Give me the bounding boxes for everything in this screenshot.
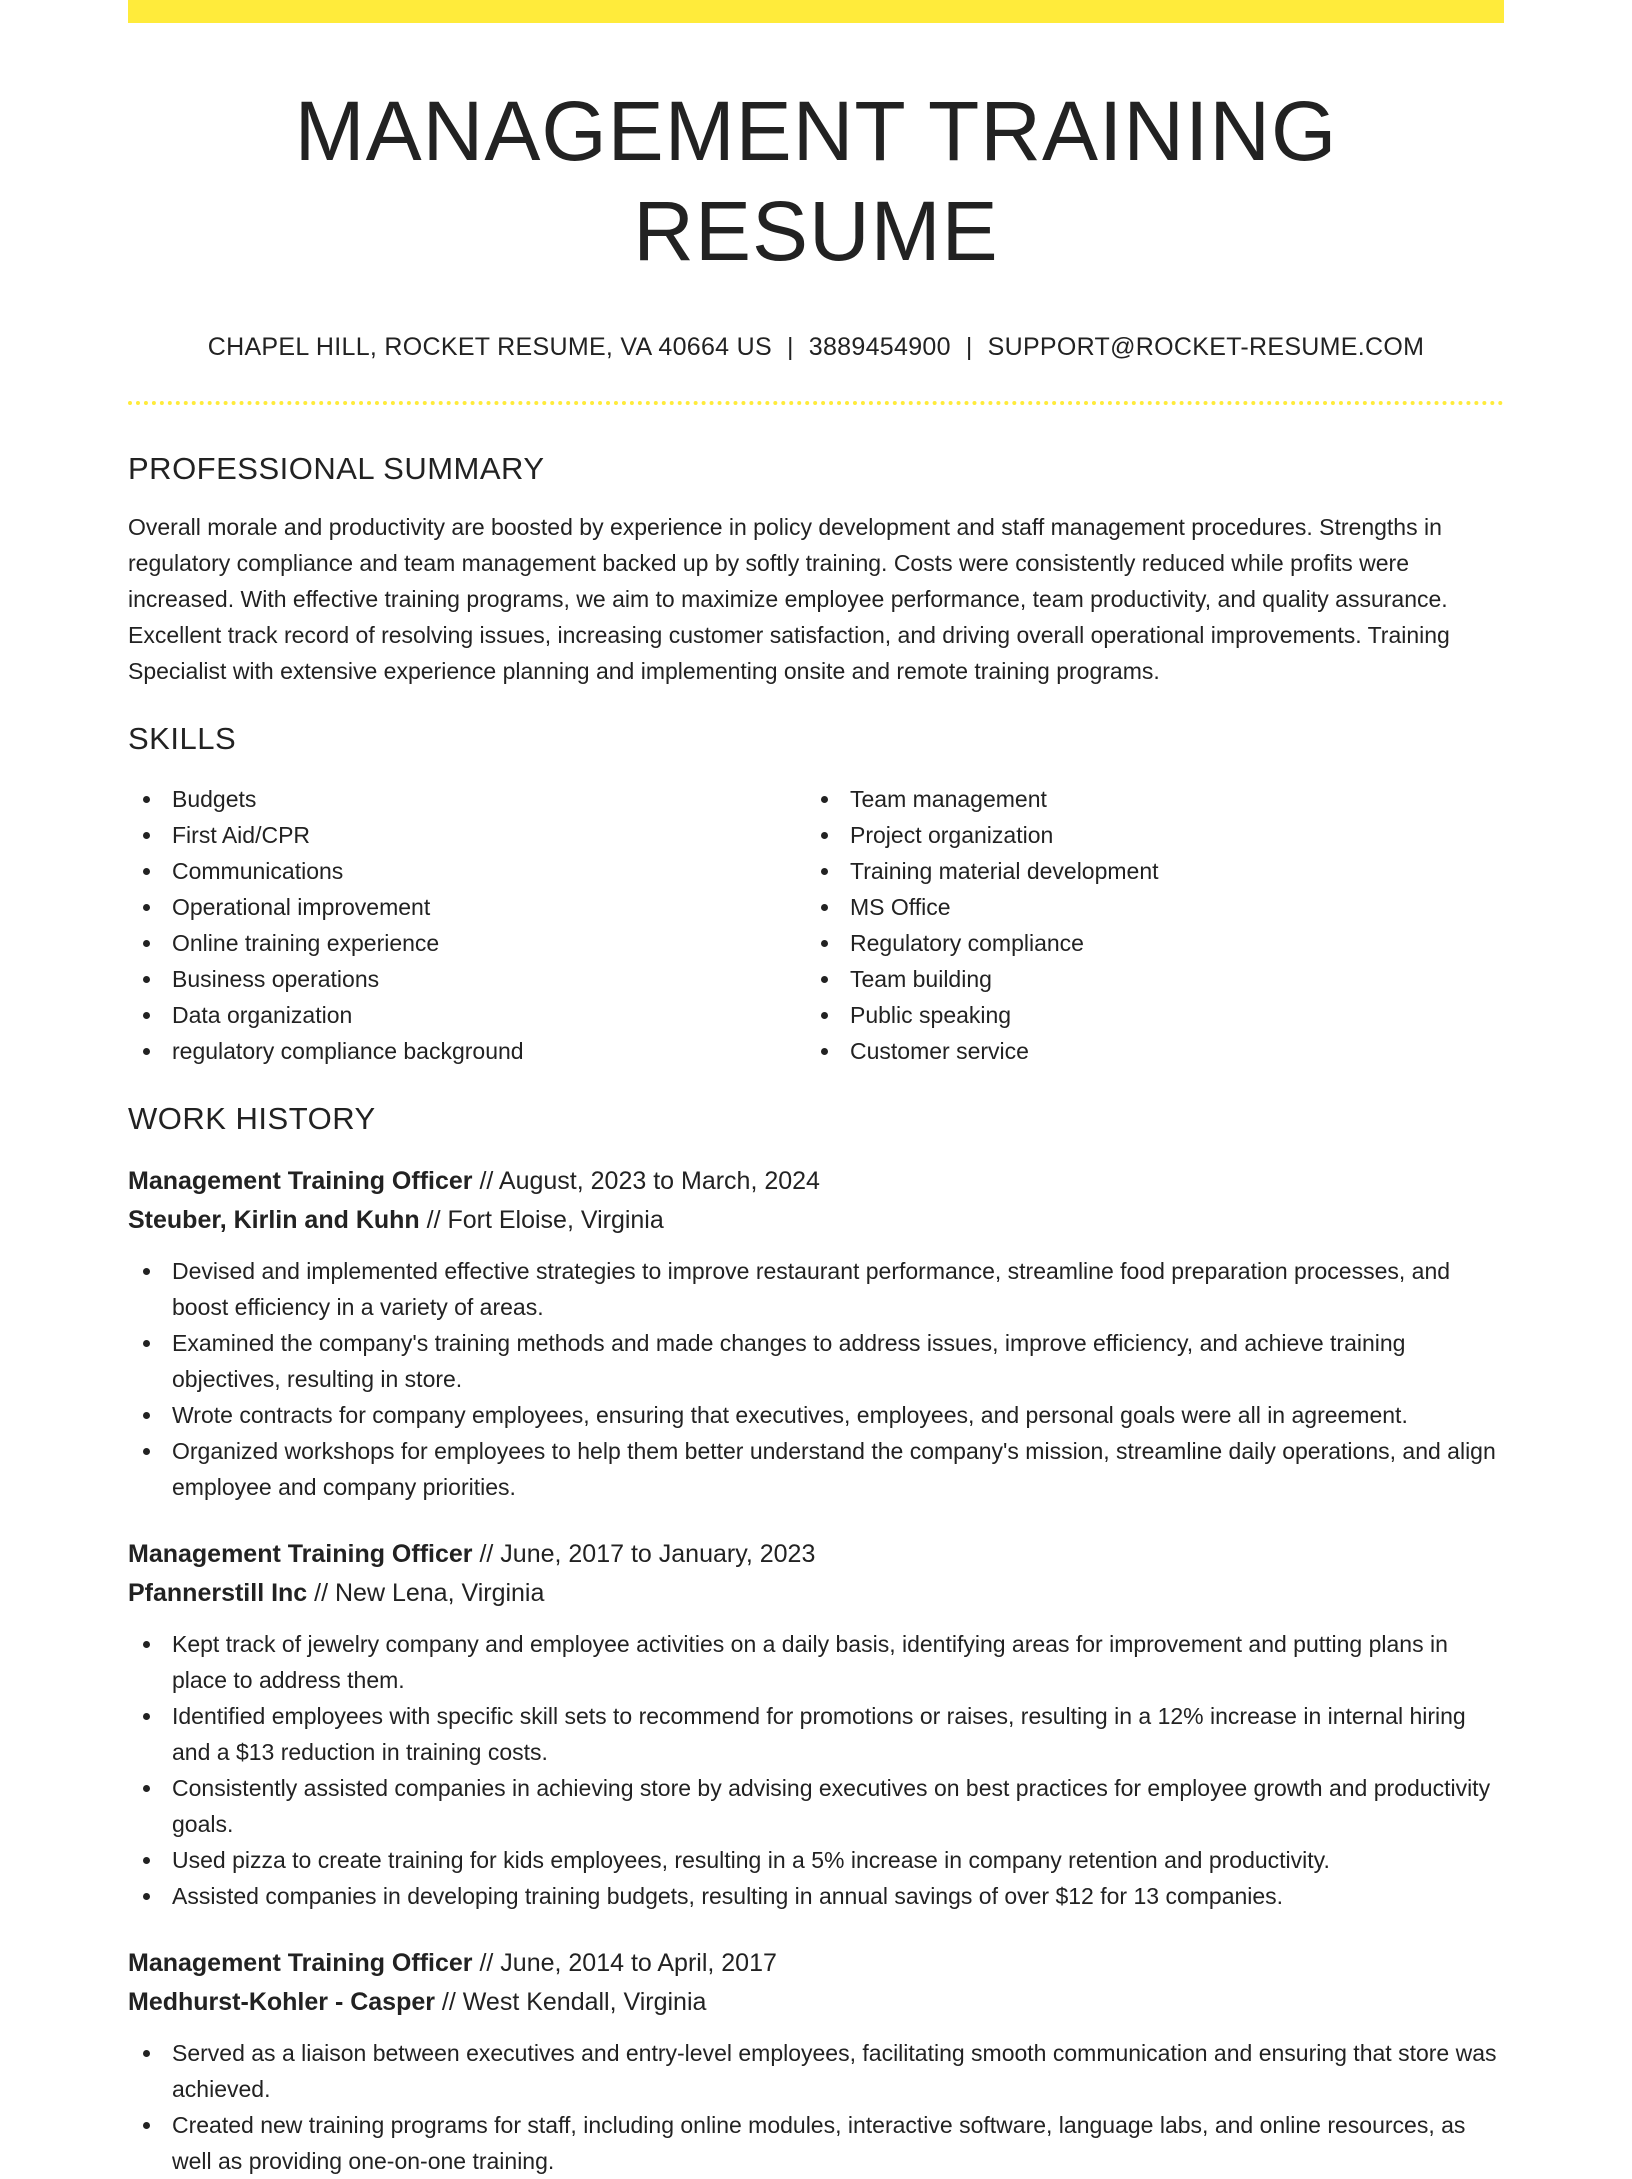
skill-item: Data organization bbox=[128, 997, 806, 1033]
job-entry bbox=[128, 1535, 1504, 1914]
contact-address: CHAPEL HILL, ROCKET RESUME, VA 40664 US bbox=[207, 333, 772, 361]
job-bullets bbox=[128, 1253, 1504, 1505]
job-location: // Fort Eloise, Virginia bbox=[419, 1206, 664, 1234]
skill-item: regulatory compliance background bbox=[128, 1033, 806, 1069]
skill-item: Regulatory compliance bbox=[806, 925, 1484, 961]
job-position: Management Training Officer bbox=[128, 1949, 473, 1977]
skills-column-right bbox=[806, 781, 1484, 1069]
job-bullet: Created new training programs for staff, including online modules, interactive software, language labs, and online resources, as well as providing one-on-one training. bbox=[128, 2107, 1504, 2179]
section-title-work-history: WORK HISTORY bbox=[128, 1101, 376, 1136]
job-position: Management Training Officer bbox=[128, 1167, 473, 1195]
job-bullet: Examined the company's training methods and made changes to address issues, improve efficiency, and achieve training objectives, resulting in store. bbox=[128, 1325, 1504, 1397]
dotted-divider bbox=[128, 401, 1504, 405]
job-bullet: Assisted companies in developing training budgets, resulting in annual savings of over $12 for 13 companies. bbox=[128, 1878, 1504, 1914]
skill-item: Online training experience bbox=[128, 925, 806, 961]
skills-list bbox=[128, 781, 1504, 1069]
contact-line bbox=[128, 331, 1504, 363]
job-bullet: Used pizza to create training for kids employees, resulting in a 5% increase in company retention and productivity. bbox=[128, 1842, 1504, 1878]
summary-text: Overall morale and productivity are boosted by experience in policy development and staff management procedures. Strengths in regulatory compliance and team management backed up by softly training. Costs were consistently reduced while profits were increased. With effective training programs, we aim to maximize employee performance, team productivity, and quality assurance. Excellent track record of resolving issues, increasing customer satisfaction, and driving overall operational improvements. Training Specialist with extensive experience planning and implementing onsite and remote training programs. bbox=[128, 514, 1450, 684]
skill-item: Project organization bbox=[806, 817, 1484, 853]
job-position-line bbox=[128, 1944, 1504, 1983]
job-bullet: Served as a liaison between executives and entry-level employees, facilitating smooth communication and ensuring that store was achieved. bbox=[128, 2035, 1504, 2107]
job-dates: // June, 2014 to April, 2017 bbox=[472, 1949, 777, 1977]
job-bullet: Devised and implemented effective strategies to improve restaurant performance, streamline food preparation processes, and boost efficiency in a variety of areas. bbox=[128, 1253, 1504, 1325]
job-bullet: Identified employees with specific skill sets to recommend for promotions or raises, resulting in a 12% increase in internal hiring and a $13 reduction in training costs. bbox=[128, 1698, 1504, 1770]
skill-item: Training material development bbox=[806, 853, 1484, 889]
skill-item: Operational improvement bbox=[128, 889, 806, 925]
job-bullet: Organized workshops for employees to help them better understand the company's mission, streamline daily operations, and align employee and company priorities. bbox=[128, 1433, 1504, 1505]
job-company-line bbox=[128, 1201, 1504, 1240]
job-dates: // June, 2017 to January, 2023 bbox=[472, 1540, 816, 1568]
resume-page bbox=[128, 0, 1504, 2179]
skill-item: Team management bbox=[806, 781, 1484, 817]
section-title-skills: SKILLS bbox=[128, 721, 237, 756]
job-company: Pfannerstill Inc bbox=[128, 1579, 308, 1607]
job-company: Medhurst-Kohler - Casper bbox=[128, 1988, 435, 2016]
skill-item: First Aid/CPR bbox=[128, 817, 806, 853]
job-location: // West Kendall, Virginia bbox=[434, 1988, 707, 2016]
job-bullet: Consistently assisted companies in achieving store by advising executives on best practices for employee growth and productivity goals. bbox=[128, 1770, 1504, 1842]
job-entry bbox=[128, 1944, 1504, 2179]
skill-item: Budgets bbox=[128, 781, 806, 817]
skills-column-left bbox=[128, 781, 806, 1069]
job-position-line bbox=[128, 1535, 1504, 1574]
job-position-line bbox=[128, 1162, 1504, 1201]
resume-title: MANAGEMENT TRAINING RESUME bbox=[294, 84, 1338, 278]
contact-separator: | bbox=[786, 333, 794, 361]
skill-item: MS Office bbox=[806, 889, 1484, 925]
job-bullets bbox=[128, 1626, 1504, 1914]
job-dates: // August, 2023 to March, 2024 bbox=[472, 1167, 820, 1195]
job-company-line bbox=[128, 1983, 1504, 2022]
skill-item: Communications bbox=[128, 853, 806, 889]
skill-item: Public speaking bbox=[806, 997, 1484, 1033]
job-position: Management Training Officer bbox=[128, 1540, 473, 1568]
skill-item: Customer service bbox=[806, 1033, 1484, 1069]
section-title-summary: PROFESSIONAL SUMMARY bbox=[128, 451, 545, 486]
contact-separator: | bbox=[965, 333, 973, 361]
skill-item: Business operations bbox=[128, 961, 806, 997]
job-entry bbox=[128, 1162, 1504, 1505]
job-company: Steuber, Kirlin and Kuhn bbox=[128, 1206, 420, 1234]
skill-item: Team building bbox=[806, 961, 1484, 997]
job-bullet: Wrote contracts for company employees, ensuring that executives, employees, and personal goals were all in agreement. bbox=[128, 1397, 1504, 1433]
job-bullets bbox=[128, 2035, 1504, 2179]
job-bullet: Kept track of jewelry company and employee activities on a daily basis, identifying areas for improvement and putting plans in place to address them. bbox=[128, 1626, 1504, 1698]
contact-phone: 3889454900 bbox=[808, 333, 951, 361]
contact-email[interactable]: SUPPORT@ROCKET-RESUME.COM bbox=[987, 333, 1425, 361]
job-location: // New Lena, Virginia bbox=[307, 1579, 545, 1607]
accent-top-bar bbox=[128, 0, 1504, 23]
job-company-line bbox=[128, 1574, 1504, 1613]
